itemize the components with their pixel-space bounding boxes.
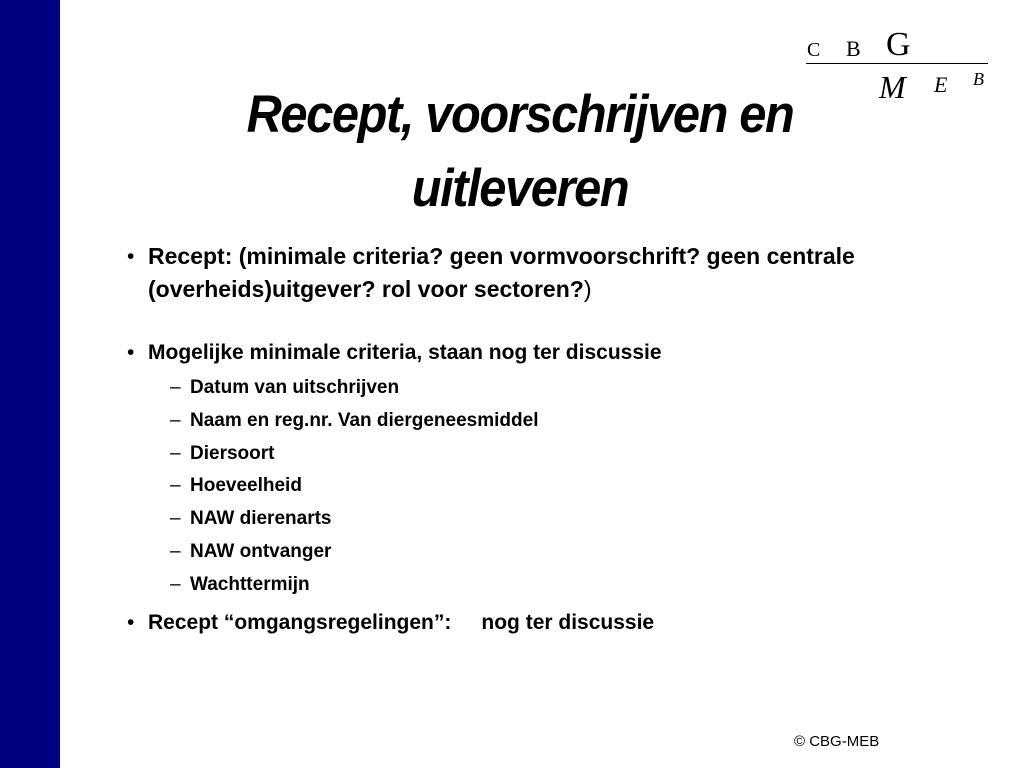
logo-letter-g: G xyxy=(886,26,911,63)
sub-list-item xyxy=(125,569,985,602)
slide-title xyxy=(134,78,907,226)
sub-list-item xyxy=(125,470,985,503)
bullet-text-closing-paren: ) xyxy=(583,276,592,302)
dash-marker: – xyxy=(170,475,181,497)
sub-list-item-text: NAW ontvanger xyxy=(190,540,332,562)
dash-marker: – xyxy=(170,377,181,398)
bullet-text: Recept “omgangsregelingen”: xyxy=(148,610,452,634)
bullet-marker: • xyxy=(127,610,135,634)
sub-list-item xyxy=(125,536,985,569)
bullet-item-recept xyxy=(125,240,985,306)
left-accent-bar xyxy=(0,0,60,768)
sub-list-item-text: Naam en reg.nr. Van diergeneesmiddel xyxy=(190,409,539,431)
bullet-item-omgangsregelingen xyxy=(125,608,985,638)
sub-list-item-text: Datum van uitschrijven xyxy=(190,377,400,398)
sub-list-item-text: NAW dierenarts xyxy=(190,508,332,530)
dash-marker: – xyxy=(170,508,181,530)
sub-list-item-text: Diersoort xyxy=(190,442,275,464)
sub-list-item-text: Wachttermijn xyxy=(190,573,310,595)
copyright-footer: © CBG-MEB xyxy=(794,733,880,750)
logo-divider-line xyxy=(806,63,988,64)
slide-title-line-1: Recept, voorschrijven en xyxy=(246,85,794,144)
dash-marker: – xyxy=(170,442,181,464)
logo-letter-m: M xyxy=(879,69,906,105)
logo-letter-e: E xyxy=(934,72,948,97)
bullet-text-status: nog ter discussie xyxy=(481,610,655,634)
sub-list-item xyxy=(125,438,985,471)
logo-letter-b: B xyxy=(846,36,861,61)
slide-title-line-2: uitleveren xyxy=(411,159,629,218)
sub-list-item-text: Hoeveelheid xyxy=(190,475,302,497)
logo-letter-c: C xyxy=(807,39,821,61)
dash-marker: – xyxy=(170,573,181,595)
dash-marker: – xyxy=(170,540,181,562)
sub-list-item xyxy=(125,503,985,536)
bullet-text: Recept: (minimale criteria? geen vormvoorschrift? geen centrale (overheids)uitgever? rol voor sectoren? xyxy=(148,243,855,302)
logo-letter-b-small: B xyxy=(973,69,984,89)
criteria-sub-list xyxy=(125,372,985,602)
bullet-list xyxy=(125,240,985,638)
bullet-marker: • xyxy=(127,245,135,268)
bullet-marker: • xyxy=(127,341,135,364)
sub-list-item xyxy=(125,405,985,438)
dash-marker: – xyxy=(170,409,181,431)
bullet-text: Mogelijke minimale criteria, staan nog ter discussie xyxy=(148,341,662,364)
bullet-item-criteria xyxy=(125,338,985,368)
sub-list-item xyxy=(125,372,985,405)
